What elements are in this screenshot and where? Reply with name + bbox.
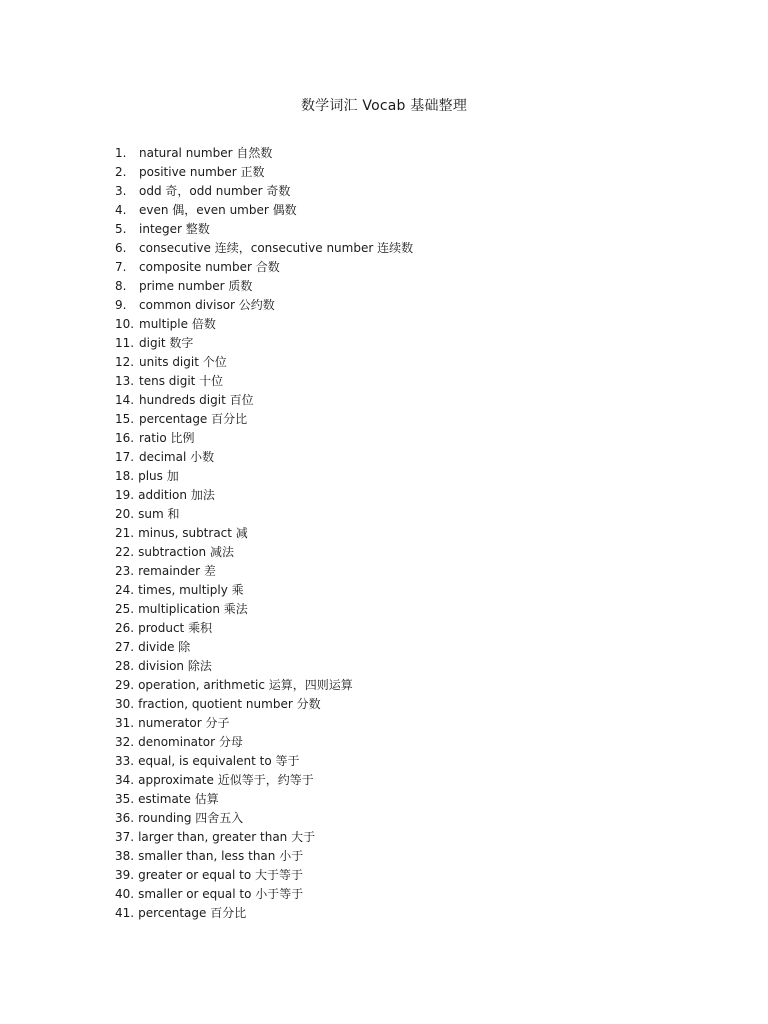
list-item xyxy=(115,562,413,581)
list-item xyxy=(115,657,413,676)
item-number: 27. xyxy=(115,640,135,654)
list-item xyxy=(115,448,413,467)
list-item xyxy=(115,600,413,619)
item-number: 26. xyxy=(115,621,135,635)
item-term: addition 加法 xyxy=(138,488,215,502)
list-item xyxy=(115,429,413,448)
list-item xyxy=(115,505,413,524)
list-item xyxy=(115,809,413,828)
item-term: odd 奇，odd number 奇数 xyxy=(139,184,291,198)
item-term: multiplication 乘法 xyxy=(138,602,248,616)
list-item xyxy=(115,258,413,277)
item-term: numerator 分子 xyxy=(138,716,230,730)
list-item xyxy=(115,486,413,505)
item-term: percentage 百分比 xyxy=(139,412,248,426)
list-item xyxy=(115,904,413,923)
item-term: operation, arithmetic 运算，四则运算 xyxy=(138,678,353,692)
item-number: 31. xyxy=(115,716,135,730)
item-term: integer 整数 xyxy=(139,222,210,236)
list-item xyxy=(115,182,413,201)
item-term: units digit 个位 xyxy=(139,355,227,369)
item-term: decimal 小数 xyxy=(139,450,215,464)
item-term: subtraction 减法 xyxy=(138,545,234,559)
item-number: 22. xyxy=(115,545,135,559)
item-number: 41. xyxy=(115,906,135,920)
item-number: 14. xyxy=(115,393,135,407)
list-item xyxy=(115,676,413,695)
item-number: 15. xyxy=(115,412,135,426)
item-term: composite number 合数 xyxy=(139,260,280,274)
item-term: smaller than, less than 小于 xyxy=(138,849,304,863)
item-term: denominator 分母 xyxy=(138,735,243,749)
list-item xyxy=(115,410,413,429)
item-number: 30. xyxy=(115,697,135,711)
list-item xyxy=(115,201,413,220)
list-item xyxy=(115,790,413,809)
item-term: common divisor 公约数 xyxy=(139,298,275,312)
item-number: 1. xyxy=(115,146,127,160)
item-term: rounding 四舍五入 xyxy=(138,811,244,825)
item-term: estimate 估算 xyxy=(138,792,219,806)
list-item xyxy=(115,144,413,163)
list-item xyxy=(115,524,413,543)
item-number: 24. xyxy=(115,583,135,597)
item-term: remainder 差 xyxy=(138,564,216,578)
item-number: 2. xyxy=(115,165,127,179)
list-item xyxy=(115,296,413,315)
item-term: smaller or equal to 小于等于 xyxy=(138,887,304,901)
item-number: 28. xyxy=(115,659,135,673)
item-term: division 除法 xyxy=(138,659,212,673)
vocab-list xyxy=(115,144,413,923)
item-number: 36. xyxy=(115,811,135,825)
item-term: natural number 自然数 xyxy=(139,146,273,160)
list-item xyxy=(115,163,413,182)
list-item xyxy=(115,695,413,714)
item-term: greater or equal to 大于等于 xyxy=(138,868,304,882)
list-item xyxy=(115,239,413,258)
list-item xyxy=(115,828,413,847)
item-number: 13. xyxy=(115,374,135,388)
list-item xyxy=(115,372,413,391)
item-number: 37. xyxy=(115,830,135,844)
item-number: 35. xyxy=(115,792,135,806)
item-number: 29. xyxy=(115,678,135,692)
list-item xyxy=(115,353,413,372)
item-term: percentage 百分比 xyxy=(138,906,247,920)
item-number: 19. xyxy=(115,488,135,502)
item-number: 10. xyxy=(115,317,135,331)
item-term: plus 加 xyxy=(138,469,179,483)
list-item xyxy=(115,334,413,353)
item-term: divide 除 xyxy=(138,640,191,654)
item-number: 20. xyxy=(115,507,135,521)
item-term: product 乘积 xyxy=(138,621,213,635)
list-item xyxy=(115,714,413,733)
list-item xyxy=(115,619,413,638)
item-term: fraction, quotient number 分数 xyxy=(138,697,321,711)
item-number: 8. xyxy=(115,279,127,293)
item-term: positive number 正数 xyxy=(139,165,265,179)
item-number: 9. xyxy=(115,298,127,312)
item-number: 21. xyxy=(115,526,135,540)
item-number: 39. xyxy=(115,868,135,882)
item-number: 5. xyxy=(115,222,127,236)
item-term: multiple 倍数 xyxy=(139,317,216,331)
list-item xyxy=(115,771,413,790)
item-number: 11. xyxy=(115,336,135,350)
list-item xyxy=(115,467,413,486)
item-term: ratio 比例 xyxy=(139,431,195,445)
list-item xyxy=(115,885,413,904)
item-number: 33. xyxy=(115,754,135,768)
item-term: digit 数字 xyxy=(139,336,194,350)
item-number: 3. xyxy=(115,184,127,198)
item-term: consecutive 连续，consecutive number 连续数 xyxy=(139,241,414,255)
item-term: times, multiply 乘 xyxy=(138,583,244,597)
item-number: 6. xyxy=(115,241,127,255)
list-item xyxy=(115,638,413,657)
item-term: sum 和 xyxy=(138,507,180,521)
item-number: 32. xyxy=(115,735,135,749)
item-number: 34. xyxy=(115,773,135,787)
list-item xyxy=(115,220,413,239)
list-item xyxy=(115,733,413,752)
item-term: tens digit 十位 xyxy=(139,374,224,388)
item-term: larger than, greater than 大于 xyxy=(138,830,316,844)
list-item xyxy=(115,315,413,334)
item-number: 16. xyxy=(115,431,135,445)
item-term: equal, is equivalent to 等于 xyxy=(138,754,300,768)
item-term: minus, subtract 减 xyxy=(138,526,248,540)
item-term: approximate 近似等于，约等于 xyxy=(138,773,314,787)
item-number: 12. xyxy=(115,355,135,369)
list-item xyxy=(115,866,413,885)
item-term: hundreds digit 百位 xyxy=(139,393,254,407)
item-number: 7. xyxy=(115,260,127,274)
item-number: 23. xyxy=(115,564,135,578)
item-number: 40. xyxy=(115,887,135,901)
list-item xyxy=(115,391,413,410)
item-number: 4. xyxy=(115,203,127,217)
item-number: 25. xyxy=(115,602,135,616)
list-item xyxy=(115,752,413,771)
list-item xyxy=(115,543,413,562)
item-number: 17. xyxy=(115,450,135,464)
item-term: even 偶，even umber 偶数 xyxy=(139,203,297,217)
list-item xyxy=(115,581,413,600)
page-title: 数学词汇 Vocab 基础整理 xyxy=(300,98,468,114)
list-item xyxy=(115,277,413,296)
list-item xyxy=(115,847,413,866)
item-number: 18. xyxy=(115,469,135,483)
item-number: 38. xyxy=(115,849,135,863)
item-term: prime number 质数 xyxy=(139,279,253,293)
